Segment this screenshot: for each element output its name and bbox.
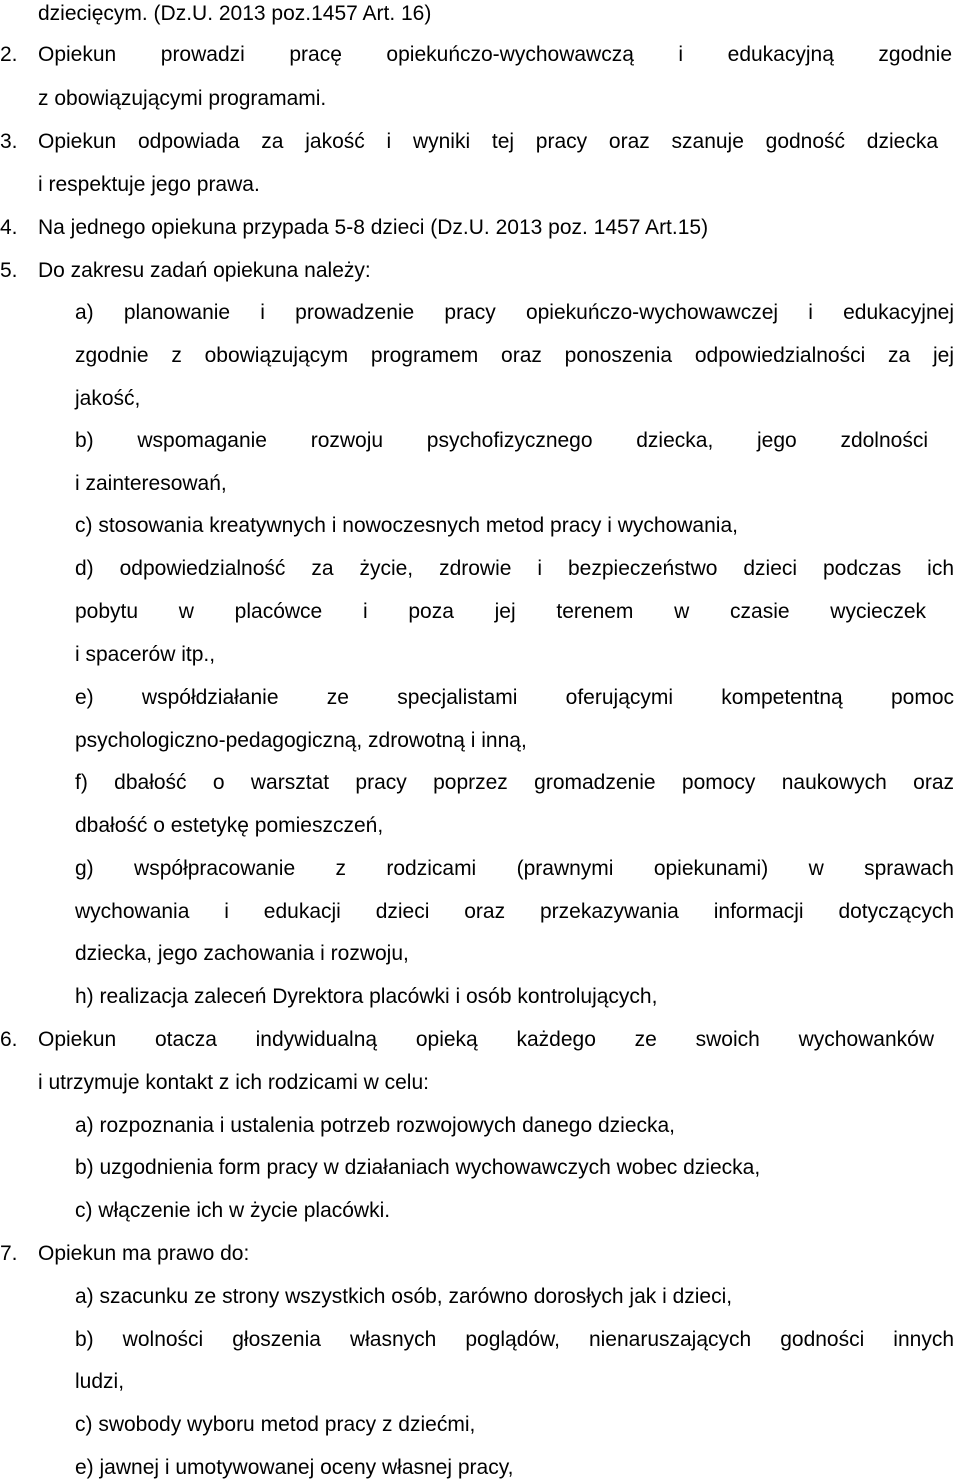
item-number: 3.	[0, 130, 18, 153]
sub-item-text: dbałość o estetykę pomieszczeń,	[75, 814, 384, 837]
sub-item-line	[0, 939, 960, 969]
sub-item-text: a) rozpoznania i ustalenia potrzeb rozwojowych danego dziecka,	[75, 1114, 676, 1137]
sub-item-text: a) szacunku ze strony wszystkich osób, zarówno dorosłych jak i dzieci,	[75, 1285, 733, 1308]
sub-item-line	[0, 640, 960, 670]
text-line	[0, 170, 960, 200]
text-line	[0, 84, 960, 114]
sub-item-line	[0, 726, 960, 756]
item-text: Opiekun odpowiada za jakość i wyniki tej pracy oraz szanuje godność dziecka	[38, 130, 938, 153]
sub-item-text: b) uzgodnienia form pracy w działaniach wychowawczych wobec dziecka,	[75, 1156, 761, 1179]
sub-item-line	[0, 298, 960, 328]
sub-item-line	[0, 982, 960, 1012]
sub-item-text: f) dbałość o warsztat pracy poprzez gromadzenie pomocy naukowych oraz	[75, 771, 954, 794]
sub-item-text: c) stosowania kreatywnych i nowoczesnych metod pracy i wychowania,	[75, 514, 738, 537]
sub-item-line	[0, 768, 960, 798]
item-intro: Opiekun ma prawo do:	[38, 1242, 250, 1265]
list-item	[0, 127, 960, 157]
text-line	[0, 0, 960, 29]
sub-item-text: pobytu w placówce i poza jej terenem w czasie wycieczek	[75, 600, 926, 623]
sub-item-line	[0, 1367, 960, 1397]
sub-item-text: g) współpracowanie z rodzicami (prawnymi opiekunami) w sprawach	[75, 857, 954, 880]
sub-item-line	[0, 683, 960, 713]
item-number: 4.	[0, 216, 18, 239]
item-text: i utrzymuje kontakt z ich rodzicami w celu:	[38, 1071, 429, 1094]
sub-item-line	[0, 469, 960, 499]
sub-item-line	[0, 554, 960, 584]
sub-item-text: dziecka, jego zachowania i rozwoju,	[75, 942, 409, 965]
item-text: Opiekun prowadzi pracę opiekuńczo-wychowawczą i edukacyjną zgodnie	[38, 43, 952, 66]
item-text: z obowiązującymi programami.	[38, 87, 327, 110]
sub-item-line	[0, 1282, 960, 1312]
sub-item-text: e) jawnej i umotywowanej oceny własnej pracy,	[75, 1456, 514, 1479]
sub-item-text: h) realizacja zaleceń Dyrektora placówki i osób kontrolujących,	[75, 985, 658, 1008]
item-text: Na jednego opiekuna przypada 5-8 dzieci (Dz.U. 2013 poz. 1457 Art.15)	[38, 216, 709, 239]
sub-item-text: i spacerów itp.,	[75, 643, 216, 666]
sub-item-text: b) wolności głoszenia własnych poglądów, nienaruszających godności innych	[75, 1328, 954, 1351]
sub-item-text: c) swobody wyboru metod pracy z dziećmi,	[75, 1413, 476, 1436]
sub-item-text: ludzi,	[75, 1370, 125, 1393]
sub-item-line	[0, 597, 960, 627]
sub-item-line	[0, 1153, 960, 1183]
sub-item-line	[0, 341, 960, 371]
sub-item-text: a) planowanie i prowadzenie pracy opiekuńczo-wychowawczej i edukacyjnej	[75, 301, 954, 324]
sub-item-text: jakość,	[75, 387, 141, 410]
paragraph-continuation: dziecięcym. (Dz.U. 2013 poz.1457 Art. 16)	[38, 2, 432, 25]
list-item	[0, 1025, 960, 1055]
sub-item-line	[0, 897, 960, 927]
sub-item-line	[0, 426, 960, 456]
sub-item-text: i zainteresowań,	[75, 472, 227, 495]
sub-item-line	[0, 1325, 960, 1355]
sub-item-text: e) współdziałanie ze specjalistami oferującymi kompetentną pomoc	[75, 686, 954, 709]
sub-item-text: c) włączenie ich w życie placówki.	[75, 1199, 391, 1222]
sub-item-text: wychowania i edukacji dzieci oraz przekazywania informacji dotyczących	[75, 900, 954, 923]
sub-item-text: psychologiczno-pedagogiczną, zdrowotną i inną,	[75, 729, 527, 752]
list-item	[0, 256, 960, 286]
item-text: Opiekun otacza indywidualną opieką każdego ze swoich wychowanków	[38, 1028, 934, 1051]
sub-item-line	[0, 1410, 960, 1440]
item-number: 6.	[0, 1028, 18, 1051]
sub-item-line	[0, 1196, 960, 1226]
sub-item-line	[0, 511, 960, 541]
list-item	[0, 40, 960, 70]
item-text: i respektuje jego prawa.	[38, 173, 260, 196]
sub-item-line	[0, 811, 960, 841]
item-intro: Do zakresu zadań opiekuna należy:	[38, 259, 371, 282]
item-number: 7.	[0, 1242, 18, 1265]
list-item	[0, 1239, 960, 1269]
sub-item-line	[0, 854, 960, 884]
item-number: 2.	[0, 43, 18, 66]
sub-item-text: zgodnie z obowiązującym programem oraz ponoszenia odpowiedzialności za jej	[75, 344, 954, 367]
text-line	[0, 1068, 960, 1098]
item-number: 5.	[0, 259, 18, 282]
sub-item-text: d) odpowiedzialność za życie, zdrowie i bezpieczeństwo dzieci podczas ich	[75, 557, 954, 580]
list-item	[0, 213, 960, 243]
sub-item-text: b) wspomaganie rozwoju psychofizycznego dziecka, jego zdolności	[75, 429, 928, 452]
sub-item-line	[0, 384, 960, 414]
sub-item-line	[0, 1453, 960, 1483]
sub-item-line	[0, 1111, 960, 1141]
